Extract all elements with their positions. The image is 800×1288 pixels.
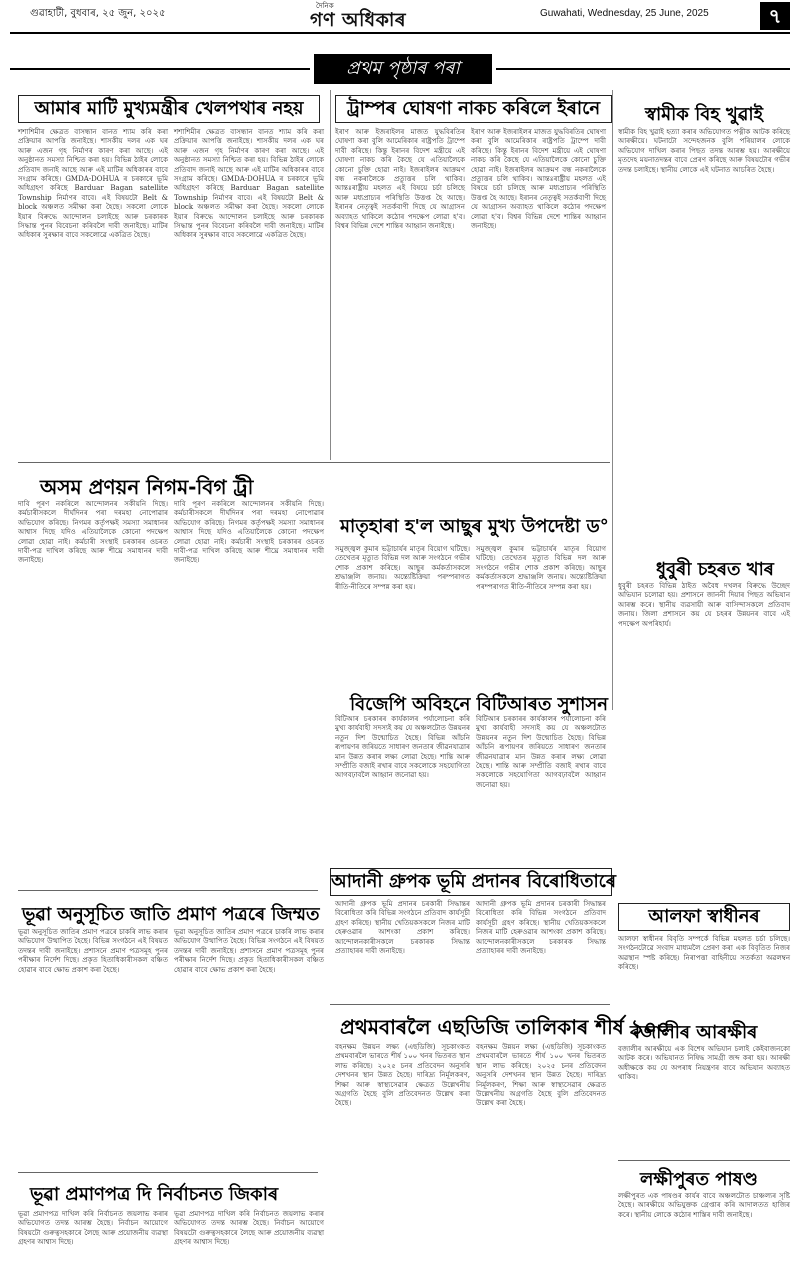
article-7-body-col1: বিটিআৰ চৰকাৰৰ কাৰ্যকালৰ পৰ্যালোচনা কৰি মুখ্য কাৰ্যবাহী সদস্যই কয় যে অঞ্চলটোত উন্নয়নৰ নতুন দিশ উন্মোচিত হৈছে। বিভিন্ন আঁচনি ৰূপায়ণৰ জৰিয়তে সাধাৰণ জনতাৰ জীৱনযাত্ৰাৰ মান উন্নত কৰাৰ লক্ষ্য লোৱা হৈছে। শান্তি আৰু সম্প্ৰীতি বজাই ৰখাৰ বাবে সকলোকে সহযোগিতা আগবঢ়াবলৈ আহ্বান জনোৱা হয়।	[335, 715, 470, 780]
column-divider	[330, 90, 331, 460]
article-1-headline: আমাৰ মাটি মুখ্যমন্ত্ৰীৰ খেলপথাৰ নহয়	[18, 95, 320, 123]
article-3-body: স্বামীক বিহ খুৱাই হত্যা কৰাৰ অভিযোগত পত্নীক আটক কৰিছে আৰক্ষীয়ে। ঘটনাটো সন্দেহজনক বুলি পৰিয়ালৰ লোকে অভিযোগ দাখিল কৰাৰ পিছত তদন্ত আৰম্ভ হয়। আৰক্ষীয়ে মৃতদেহ ময়নাতদন্তৰ বাবে প্ৰেৰণ কৰিছে আৰু বিষয়টোৰ গভীৰ তদন্ত চলাইছে। স্থানীয় লোকে এই ঘটনাত আচৰিত হৈছে।	[618, 128, 790, 174]
article-4-body-col1: দাবি পূৰণ নকৰিলে আন্দোলনৰ সকীয়নি দিছে। কৰ্মচাৰীসকলে দীৰ্ঘদিনৰ পৰা দৰমহা নোপোৱাৰ অভিযোগ কৰিছে। নিগমৰ কৰ্তৃপক্ষই সমস্যা সমাধানৰ আশ্বাস দিছে যদিও এতিয়ালৈকে কোনো পদক্ষেপ লোৱা হোৱা নাই। কৰ্মচাৰী সংস্থাই চৰকাৰৰ ওচৰত দাবী-পত্ৰ দাখিল কৰিছে আৰু শীঘ্ৰে সমাধানৰ দাবী জনাইছে।	[18, 500, 168, 565]
article-11-body: বজালীৰ আৰক্ষীয়ে এক বিশেষ অভিযান চলাই কেইবাজনকো আটক কৰে। অভিযানত নিষিদ্ধ সামগ্ৰী জব্দ কৰা হয়। আৰক্ষী অধীক্ষকে কয় যে অপৰাধ নিয়ন্ত্ৰণৰ বাবে অভিযান অব্যাহত থাকিব।	[618, 1045, 790, 1082]
article-8-headline: ভূৱা অনুসূচিত জাতি প্ৰমাণ পত্ৰৰে জিম্মত	[22, 904, 320, 925]
article-13-headline: প্ৰথমবাৰলৈ এছডিজি তালিকাৰ শীৰ্ষ ১০০	[340, 1015, 670, 1039]
article-12-body-col1: ভূৱা প্ৰমাণপত্ৰ দাখিল কৰি নিৰ্বাচনত জয়লাভ কৰাৰ অভিযোগত তদন্ত আৰম্ভ হৈছে। নিৰ্বাচন আয়োগে বিষয়টো গুৰুত্বসহকাৰে লৈছে আৰু প্ৰয়োজনীয় ব্যৱস্থা গ্ৰহণৰ আশ্বাস দিছে।	[18, 1210, 168, 1247]
article-7-headline: বিজেপি অবিহনে বিটিআৰত সুশাসন	[350, 694, 609, 715]
article-12-body-col2: ভূৱা প্ৰমাণপত্ৰ দাখিল কৰি নিৰ্বাচনত জয়লাভ কৰাৰ অভিযোগত তদন্ত আৰম্ভ হৈছে। নিৰ্বাচন আয়োগে বিষয়টো গুৰুত্বসহকাৰে লৈছে আৰু প্ৰয়োজনীয় ব্যৱস্থা গ্ৰহণৰ আশ্বাস দিছে।	[174, 1210, 324, 1247]
article-13-body-col1: বহনক্ষম উন্নয়ন লক্ষ্য (এছডিজি) সূচকাংকত প্ৰথমবাৰলৈ ভাৰতে শীৰ্ষ ১০০ খনৰ ভিতৰত স্থান লাভ কৰিছে। ২০২৫ চনৰ প্ৰতিবেদন অনুসৰি দেশখনৰ স্থান উন্নত হৈছে। দাৰিদ্ৰ্য নিৰ্মূলকৰণ, শিক্ষা আৰু স্বাস্থ্যসেৱাৰ ক্ষেত্ৰত উল্লেখনীয় অগ্ৰগতি হৈছে বুলি প্ৰতিবেদনত উল্লেখ কৰা হৈছে।	[335, 1043, 470, 1108]
article-4-body-col2: দাবি পূৰণ নকৰিলে আন্দোলনৰ সকীয়নি দিছে। কৰ্মচাৰীসকলে দীৰ্ঘদিনৰ পৰা দৰমহা নোপোৱাৰ অভিযোগ কৰিছে। নিগমৰ কৰ্তৃপক্ষই সমস্যা সমাধানৰ আশ্বাস দিছে যদিও এতিয়ালৈকে কোনো পদক্ষেপ লোৱা হোৱা নাই। কৰ্মচাৰী সংস্থাই চৰকাৰৰ ওচৰত দাবী-পত্ৰ দাখিল কৰিছে আৰু শীঘ্ৰে সমাধানৰ দাবী জনাইছে।	[174, 500, 324, 565]
section-divider	[330, 1004, 610, 1005]
article-5-body-col1: সমুজ্জ্বল কুমাৰ ভট্টাচাৰ্যৰ মাতৃৰ বিয়োগ ঘটিছে। তেখেতৰ মৃত্যুত বিভিন্ন দল আৰু সংগঠনে গভীৰ শোক প্ৰকাশ কৰিছে। আছুৰ কৰ্মকৰ্তাসকলে শ্ৰদ্ধাঞ্জলি জনায়। অন্ত্যেষ্টিক্ৰিয়া পৰম্পৰাগত ৰীতি-নীতিৰে সম্পন্ন কৰা হয়।	[335, 545, 470, 591]
header-date-right: Guwahati, Wednesday, 25 June, 2025	[540, 8, 709, 19]
article-2-body-col1: ইৰাণ আৰু ইজৰাইলৰ মাজত যুদ্ধবিৰতিৰ ঘোষণা কৰা বুলি আমেৰিকাৰ ৰাষ্ট্ৰপতি ট্ৰাম্পে দাবী কৰিছে। কিন্তু ইৰানৰ বিদেশ মন্ত্ৰীয়ে এই ঘোষণা নাকচ কৰি কৈছে যে এতিয়ালৈকে কোনো চুক্তি হোৱা নাই। ইজৰাইলৰ আক্ৰমণ বন্ধ নকৰালৈকে প্ৰত্যুত্তৰ চলি থাকিব। আন্তঃৰাষ্ট্ৰীয় মহলত এই বিষয়ে চৰ্চা চলিছে আৰু মধ্যপ্ৰাচ্যৰ পৰিস্থিতি উত্তপ্ত হৈ আছে। ইৰানৰ নেতৃত্বই সতৰ্কবাণী দিছে যে আগ্ৰাসন অব্যাহত থাকিলে কঠোৰ পদক্ষেপ লোৱা হ'ব। বিশ্বৰ বিভিন্ন দেশে শান্তিৰ আহ্বান জনাইছে।	[335, 128, 465, 231]
article-8-body-col1: ভূৱা অনুসূচিত জাতিৰ প্ৰমাণ পত্ৰৰে চাকৰি লাভ কৰাৰ অভিযোগ উত্থাপিত হৈছে। বিভিন্ন সংগঠনে এই বিষয়ত তদন্তৰ দাবী জনাইছে। প্ৰশাসনে প্ৰমাণ পত্ৰসমূহ পুনৰ পৰীক্ষাৰ নিৰ্দেশ দিছে। প্ৰকৃত হিতাধিকাৰীসকল বঞ্চিত হোৱাৰ বাবে ক্ষোভ প্ৰকাশ কৰা হৈছে।	[18, 928, 168, 974]
article-3-headline: স্বামীক বিহ খুৱাই	[644, 104, 763, 125]
article-4-headline: অসম প্ৰণয়ন নিগম-বিগ ট্ৰী	[40, 475, 254, 499]
article-8-body-col2: ভূৱা অনুসূচিত জাতিৰ প্ৰমাণ পত্ৰৰে চাকৰি লাভ কৰাৰ অভিযোগ উত্থাপিত হৈছে। বিভিন্ন সংগঠনে এই বিষয়ত তদন্তৰ দাবী জনাইছে। প্ৰশাসনে প্ৰমাণ পত্ৰসমূহ পুনৰ পৰীক্ষাৰ নিৰ্দেশ দিছে। প্ৰকৃত হিতাধিকাৰীসকল বঞ্চিত হোৱাৰ বাবে ক্ষোভ প্ৰকাশ কৰা হৈছে।	[174, 928, 324, 974]
article-7-body-col2: বিটিআৰ চৰকাৰৰ কাৰ্যকালৰ পৰ্যালোচনা কৰি মুখ্য কাৰ্যবাহী সদস্যই কয় যে অঞ্চলটোত উন্নয়নৰ নতুন দিশ উন্মোচিত হৈছে। বিভিন্ন আঁচনি ৰূপায়ণৰ জৰিয়তে সাধাৰণ জনতাৰ জীৱনযাত্ৰাৰ মান উন্নত কৰাৰ লক্ষ্য লোৱা হৈছে। শান্তি আৰু সম্প্ৰীতি বজাই ৰখাৰ বাবে সকলোকে সহযোগিতা আগবঢ়াবলৈ আহ্বান জনোৱা হয়।	[476, 715, 606, 789]
article-11-headline: বজালীৰ আৰক্ষীৰ	[630, 1022, 758, 1043]
header-rule	[10, 32, 790, 34]
article-14-body: লক্ষীপুৰত এক পাষণ্ডৰ কাৰ্যৰ বাবে অঞ্চলটোত চাঞ্চল্যৰ সৃষ্টি হৈছে। আৰক্ষীয়ে অভিযুক্তক গ্ৰেপ্তাৰ কৰি আদালতত হাজিৰ কৰে। স্থানীয় লোকে কঠোৰ শাস্তিৰ দাবী জনাইছে।	[618, 1192, 790, 1219]
masthead-tagline: দৈনিক	[316, 2, 334, 10]
article-1-body-col1: শশাশিমীৰ ক্ষেত্ৰত বাসন্ধান বানত শ্যাম কৰি কৰা প্ৰক্ৰিয়াৰ আপত্তি জনাইছে। শাসকীয় দলৰ এক ঘৰ আৰু এজন গৃহ নিৰ্মাণৰ কাৰণ কৰা আছে। এই অনুষ্ঠানত সমস্যা নিশ্চিত কৰা হয়। বিভিন্ন ঠাইৰ লোকে প্ৰতিবাদ জনাই আছে আৰু এই মাটিৰ অধিকাৰৰ বাবে সংগ্ৰাম কৰিছে। GMDA-DOHUA ৰ চৰকাৰে ভূমি অধিগ্ৰহণ কৰিছে Barduar Bagan satellite Township নিৰ্মাণৰ বাবে। এই বিষয়টো Belt & block অঞ্চলত সমীক্ষা কৰা হৈছে। সকলো লোকে ইয়াৰ বিৰুদ্ধে আন্দোলন চলাইছে আৰু চৰকাৰক সিদ্ধান্ত পুনৰ বিবেচনা কৰিবলৈ দাবী জনাইছে। মাটিৰ অধিকাৰ সুৰক্ষাৰ বাবে সকলোৱে একত্ৰিত হৈছে।	[18, 128, 168, 240]
banner-rule-left	[10, 68, 310, 70]
article-9-body-col2: আদানী গ্ৰুপক ভূমি প্ৰদানৰ চৰকাৰী সিদ্ধান্তৰ বিৰোধিতা কৰি বিভিন্ন সংগঠনে প্ৰতিবাদ কাৰ্যসূচী গ্ৰহণ কৰিছে। স্থানীয় খেতিয়কসকলে নিজৰ মাটি হেৰুওৱাৰ আশংকা প্ৰকাশ কৰিছে। আন্দোলনকাৰীসকলে চৰকাৰক সিদ্ধান্ত প্ৰত্যাহাৰৰ দাবী জনাইছে।	[476, 900, 606, 956]
article-2-body-col2: ইৰাণ আৰু ইজৰাইলৰ মাজত যুদ্ধবিৰতিৰ ঘোষণা কৰা বুলি আমেৰিকাৰ ৰাষ্ট্ৰপতি ট্ৰাম্পে দাবী কৰিছে। কিন্তু ইৰানৰ বিদেশ মন্ত্ৰীয়ে এই ঘোষণা নাকচ কৰি কৈছে যে এতিয়ালৈকে কোনো চুক্তি হোৱা নাই। ইজৰাইলৰ আক্ৰমণ বন্ধ নকৰালৈকে প্ৰত্যুত্তৰ চলি থাকিব। আন্তঃৰাষ্ট্ৰীয় মহলত এই বিষয়ে চৰ্চা চলিছে আৰু মধ্যপ্ৰাচ্যৰ পৰিস্থিতি উত্তপ্ত হৈ আছে। ইৰানৰ নেতৃত্বই সতৰ্কবাণী দিছে যে আগ্ৰাসন অব্যাহত থাকিলে কঠোৰ পদক্ষেপ লোৱা হ'ব। বিশ্বৰ বিভিন্ন দেশে শান্তিৰ আহ্বান জনাইছে।	[471, 128, 606, 231]
header-date-left: গুৱাহাটী, বুধবাৰ, ২৫ জুন, ২০২৫	[30, 8, 166, 19]
article-6-body: ধুবুৰী চহৰত বিভিন্ন ঠাইত অবৈধ দখলৰ বিৰুদ্ধে উচ্ছেদ অভিযান চলোৱা হয়। প্ৰশাসনে জাননী দিয়াৰ পিছত অভিযান আৰম্ভ কৰে। স্থানীয় ব্যৱসায়ী আৰু বাসিন্দাসকলে প্ৰতিবাদ জনায়। জিলা প্ৰশাসনে কয় যে চহৰৰ উন্নয়নৰ বাবে এই পদক্ষেপ অপৰিহাৰ্য।	[618, 582, 790, 628]
section-divider	[18, 890, 318, 891]
article-10-body: আলফা স্বাধীনৰ বিবৃতি সম্পৰ্কে বিভিন্ন মহলত চৰ্চা চলিছে। সংগঠনটোৱে সংবাদ মাধ্যমলৈ প্ৰেৰণ কৰা এক বিবৃতিত নিজৰ অৱস্থান স্পষ্ট কৰিছে। নিৰাপত্তা বাহিনীয়ে সতৰ্কতা অৱলম্বন কৰিছে।	[618, 935, 790, 972]
masthead: গণ অধিকাৰ	[310, 9, 407, 31]
article-9-headline: আদানী গ্ৰুপক ভূমি প্ৰদানৰ বিৰোধিতাৰে	[330, 868, 612, 896]
section-divider	[618, 1160, 790, 1161]
article-10-headline: আলফা স্বাধীনৰ	[618, 903, 790, 931]
article-1-body-col2: শশাশিমীৰ ক্ষেত্ৰত বাসন্ধান বানত শ্যাম কৰি কৰা প্ৰক্ৰিয়াৰ আপত্তি জনাইছে। শাসকীয় দলৰ এক ঘৰ আৰু এজন গৃহ নিৰ্মাণৰ কাৰণ কৰা আছে। এই অনুষ্ঠানত সমস্যা নিশ্চিত কৰা হয়। বিভিন্ন ঠাইৰ লোকে প্ৰতিবাদ জনাই আছে আৰু এই মাটিৰ অধিকাৰৰ বাবে সংগ্ৰাম কৰিছে। GMDA-DOHUA ৰ চৰকাৰে ভূমি অধিগ্ৰহণ কৰিছে Barduar Bagan satellite Township নিৰ্মাণৰ বাবে। এই বিষয়টো Belt & block অঞ্চলত সমীক্ষা কৰা হৈছে। সকলো লোকে ইয়াৰ বিৰুদ্ধে আন্দোলন চলাইছে আৰু চৰকাৰক সিদ্ধান্ত পুনৰ বিবেচনা কৰিবলৈ দাবী জনাইছে। মাটিৰ অধিকাৰ সুৰক্ষাৰ বাবে সকলোৱে একত্ৰিত হৈছে।	[174, 128, 324, 240]
banner-rule-right	[496, 68, 790, 70]
article-13-body-col2: বহনক্ষম উন্নয়ন লক্ষ্য (এছডিজি) সূচকাংকত প্ৰথমবাৰলৈ ভাৰতে শীৰ্ষ ১০০ খনৰ ভিতৰত স্থান লাভ কৰিছে। ২০২৫ চনৰ প্ৰতিবেদন অনুসৰি দেশখনৰ স্থান উন্নত হৈছে। দাৰিদ্ৰ্য নিৰ্মূলকৰণ, শিক্ষা আৰু স্বাস্থ্যসেৱাৰ ক্ষেত্ৰত উল্লেখনীয় অগ্ৰগতি হৈছে বুলি প্ৰতিবেদনত উল্লেখ কৰা হৈছে।	[476, 1043, 606, 1108]
article-14-headline: লক্ষীপুৰত পাষণ্ড	[640, 1169, 758, 1190]
article-9-body-col1: আদানী গ্ৰুপক ভূমি প্ৰদানৰ চৰকাৰী সিদ্ধান্তৰ বিৰোধিতা কৰি বিভিন্ন সংগঠনে প্ৰতিবাদ কাৰ্যসূচী গ্ৰহণ কৰিছে। স্থানীয় খেতিয়কসকলে নিজৰ মাটি হেৰুওৱাৰ আশংকা প্ৰকাশ কৰিছে। আন্দোলনকাৰীসকলে চৰকাৰক সিদ্ধান্ত প্ৰত্যাহাৰৰ দাবী জনাইছে।	[335, 900, 470, 956]
column-divider	[612, 90, 613, 710]
section-banner: প্ৰথম পৃষ্ঠাৰ পৰা	[314, 54, 492, 84]
page-number: ৭	[760, 2, 790, 30]
article-6-headline: ধুবুৰী চহৰত খাৰ	[656, 559, 774, 580]
article-5-body-col2: সমুজ্জ্বল কুমাৰ ভট্টাচাৰ্যৰ মাতৃৰ বিয়োগ ঘটিছে। তেখেতৰ মৃত্যুত বিভিন্ন দল আৰু সংগঠনে গভীৰ শোক প্ৰকাশ কৰিছে। আছুৰ কৰ্মকৰ্তাসকলে শ্ৰদ্ধাঞ্জলি জনায়। অন্ত্যেষ্টিক্ৰিয়া পৰম্পৰাগত ৰীতি-নীতিৰে সম্পন্ন কৰা হয়।	[476, 545, 606, 591]
section-divider	[18, 462, 610, 463]
article-12-headline: ভূৱা প্ৰমাণপত্ৰ দি নিৰ্বাচনত জিকাৰ	[30, 1184, 279, 1205]
section-divider	[18, 1172, 318, 1173]
article-2-headline: ট্ৰাম্পৰ ঘোষণা নাকচ কৰিলে ইৰানে	[335, 95, 612, 123]
article-5-headline: মাতৃহাৰা হ'ল আছুৰ মুখ্য উপদেষ্টা ড°	[340, 516, 609, 537]
